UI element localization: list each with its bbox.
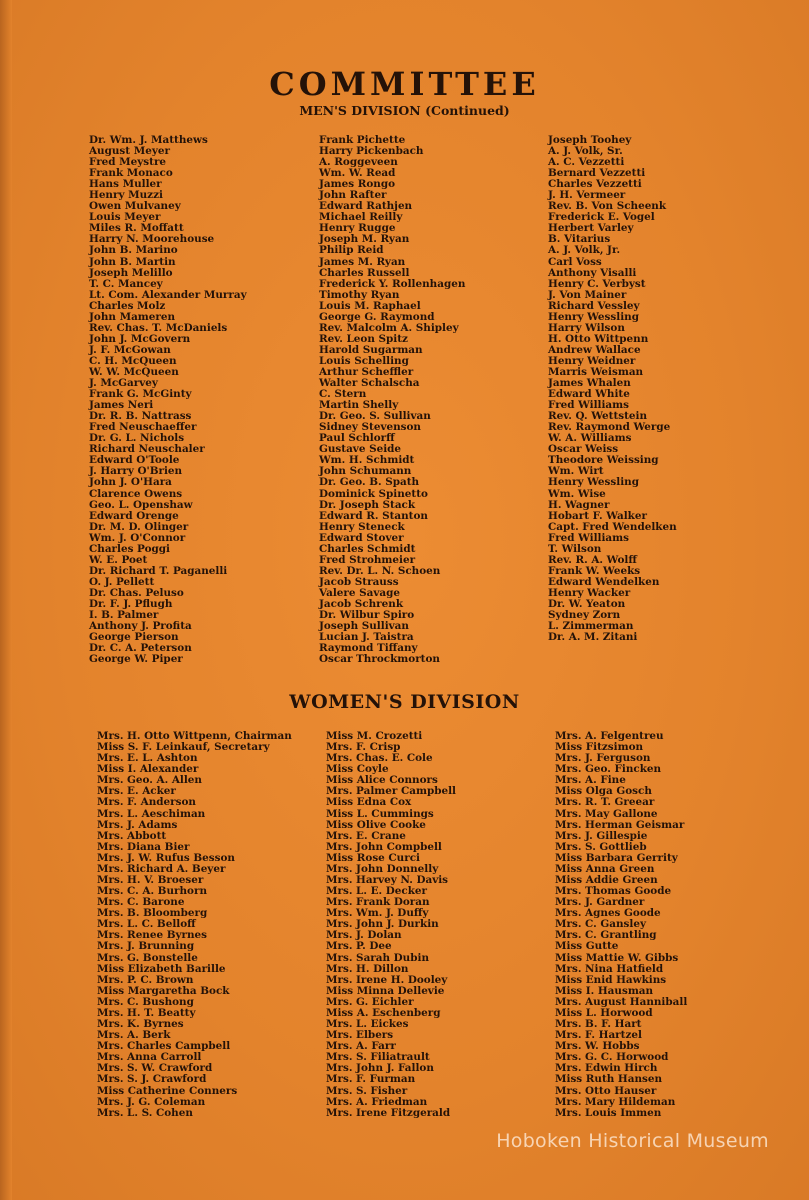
committee-member-name: Frank G. McGinty [89,388,192,401]
committee-member-name: Miss I. Hausman [555,984,654,997]
committee-member-name: Wm. W. Read [319,167,396,180]
committee-member-name: Dr. A. M. Zitani [548,631,638,644]
committee-member-name: Mrs. R. T. Greear [555,796,655,809]
committee-member-name: Wm. Wirt [548,465,604,478]
committee-member-name: John Mameren [89,310,176,323]
committee-member-name: Walter Schalscha [319,377,420,390]
committee-member-name: Mrs. W. Hobbs [555,1040,640,1053]
committee-member-name: Miss Olga Gosch [555,785,652,798]
committee-member-name: Dr. M. D. Olinger [89,520,189,533]
committee-member-name: Mrs. Elbers [326,1029,394,1042]
committee-member-name: Mrs. A. Farr [326,1040,396,1053]
committee-member-name: Miss S. F. Leinkauf, Secretary [97,741,270,754]
committee-member-name: Miss Olive Cooke [326,818,426,831]
committee-member-name: Michael Reilly [319,211,403,224]
committee-member-name: Mrs. E. Acker [97,785,176,798]
committee-member-name: Mrs. F. Hartzel [555,1029,642,1042]
committee-member-name: Charles Russell [319,266,410,279]
committee-member-name: James Rongo [319,178,396,191]
committee-member-name: Mrs. Abbott [97,829,167,842]
committee-member-name: Mrs. August Hanniball [555,995,688,1008]
committee-member-name: Mrs. S. Fisher [326,1084,408,1097]
committee-member-name: Miss Ruth Hansen [555,1073,663,1086]
committee-member-name: Oscar Weiss [548,443,619,456]
committee-member-name: A. J. Volk, Jr. [548,244,621,257]
committee-member-name: Mrs. Harvey N. Davis [326,874,449,887]
committee-member-name: Mrs. H. Otto Wittpenn, Chairman [97,730,292,742]
committee-member-name: Mrs. Irene Fitzgerald [326,1106,451,1119]
committee-member-name: Mrs. Agnes Goode [555,907,661,920]
committee-member-name: Mrs. L. E. Decker [326,885,427,898]
committee-member-name: Mrs. K. Byrnes [97,1018,184,1031]
committee-member-name: Lt. Com. Alexander Murray [89,288,247,301]
committee-member-name: George G. Raymond [319,310,435,323]
committee-member-name: Mrs. Thomas Goode [555,885,672,898]
committee-member-name: Henry Rugge [319,222,396,235]
committee-member-name: A. J. Volk, Sr. [548,145,623,158]
committee-member-name: James Whalen [548,377,631,390]
committee-member-name: Mrs. G. Bonstelle [97,951,198,964]
committee-member-name: Miss Anna Green [555,862,655,875]
committee-member-name: Mrs. Charles Campbell [97,1040,231,1053]
women-column-1 [97,731,292,1119]
committee-member-name: Mrs. C. A. Burhorn [97,885,208,898]
committee-member-name: James Neri [89,399,154,412]
committee-member-name: George Pierson [89,631,179,644]
committee-member-name: Hans Muller [89,178,162,191]
committee-member-name: Carl Voss [548,255,602,268]
committee-member-name: Valere Savage [319,586,400,599]
committee-member-name: Miss L. Cummings [326,807,434,820]
committee-member-name: Mrs. P. Dee [326,940,392,953]
committee-member-name: Mrs. Mary Hildeman [555,1095,676,1108]
committee-member-name: Dr. Chas. Peluso [89,586,184,599]
committee-member-name: Miss Minna Dellevie [326,984,445,997]
committee-member-name: Mrs. J. Gillespie [555,829,648,842]
committee-member-name: Mrs. Sarah Dubin [326,951,430,964]
committee-member-name: Rev. Dr. L. N. Schoen [319,564,441,577]
committee-member-name: Wm. J. O'Connor [89,531,186,544]
committee-member-name: Mrs. J. Ferguson [555,752,651,765]
men-column-1 [89,135,247,665]
committee-member-name: Miss Fitzsimon [555,741,644,754]
committee-member-name: Mrs. Chas. E. Cole [326,752,433,765]
committee-member-name: Richard Neuschaler [89,443,205,456]
committee-member-name: H. Otto Wittpenn [548,332,649,345]
committee-member-name: Arthur Scheffler [319,365,414,378]
committee-member-name: Miss I. Alexander [97,763,199,776]
committee-member-name: C. Stern [319,388,367,401]
committee-member-name: Frank W. Weeks [548,564,641,577]
committee-member-name: Miss Coyle [326,763,389,776]
committee-member-name: Clarence Owens [89,487,183,500]
committee-member-name: Rev. Raymond Werge [548,421,671,434]
committee-member-name: Sydney Zorn [548,609,621,622]
committee-member-name: Fred Williams [548,399,630,412]
committee-member-name: George W. Piper [89,653,183,666]
committee-member-name: Charles Molz [89,299,166,312]
committee-member-name: Mrs. B. Bloomberg [97,907,208,920]
committee-member-name: Louis M. Raphael [319,299,421,312]
committee-member-name: Henry C. Verbyst [548,277,646,290]
committee-member-name: I. B. Palmer [89,609,159,622]
committee-member-name: Charles Poggi [89,542,170,555]
committee-member-name: Mrs. L. Aeschiman [97,807,206,820]
committee-member-name: Mrs. Herman Geismar [555,818,685,831]
committee-member-name: Mrs. John Compbell [326,840,442,853]
committee-member-name: Mrs. G. C. Horwood [555,1051,669,1064]
committee-member-name: Mrs. C. Barone [97,896,185,909]
committee-member-name: Gustave Seide [319,443,402,456]
committee-member-name: Geo. L. Openshaw [89,498,193,511]
committee-member-name: Harold Sugarman [319,343,423,356]
committee-member-name: Capt. Fred Wendelken [548,520,677,533]
committee-member-name: Miss A. Eschenberg [326,1006,441,1019]
committee-member-name: Henry Wessling [548,310,639,323]
committee-member-name: Dr. Richard T. Paganelli [89,564,228,577]
committee-member-name: August Meyer [89,145,170,158]
committee-member-name: Dr. R. B. Nattrass [89,410,192,423]
committee-member-name: C. H. McQueen [89,354,177,367]
committee-member-name: Edward Orenge [89,509,179,522]
committee-member-name: Fred Neuschaeffer [89,421,197,434]
committee-member-name: Rev. Chas. T. McDaniels [89,321,228,334]
committee-member-name: Mrs. P. C. Brown [97,973,194,986]
committee-member-name: Dr. W. Yeaton [548,597,626,610]
committee-member-name: Rev. Leon Spitz [319,332,408,345]
committee-member-name: J. Von Mainer [548,288,627,301]
committee-member-name: Mrs. L. Eickes [326,1018,409,1031]
committee-member-name: Mrs. S. J. Crawford [97,1073,207,1086]
committee-member-name: Frank Pichette [319,134,406,146]
committee-member-name: Edward Wendelken [548,575,660,588]
committee-member-name: Mrs. F. Anderson [97,796,196,809]
committee-member-name: Miss Edna Cox [326,796,412,809]
committee-member-name: Mrs. H. Dillon [326,962,409,975]
committee-member-name: Mrs. Irene H. Dooley [326,973,448,986]
committee-member-name: Mrs. H. T. Beatty [97,1006,196,1019]
committee-member-name: Edward O'Toole [89,454,180,467]
men-division-subtitle: MEN'S DIVISION (Continued) [299,103,510,118]
committee-member-name: John J. O'Hara [89,476,172,489]
committee-member-name: Mrs. Louis Immen [555,1106,662,1119]
committee-member-name: Mrs. C. Bushong [97,995,194,1008]
committee-member-name: Joseph Melillo [89,266,173,279]
committee-member-name: Henry Weidner [548,354,636,367]
committee-member-name: Marris Weisman [548,365,644,378]
committee-member-name: W. A. Williams [548,432,632,445]
committee-member-name: Fred Williams [548,531,630,544]
committee-member-name: Miss Rose Curci [326,851,420,864]
committee-member-name: Mrs. J. Dolan [326,929,402,942]
committee-member-name: James M. Ryan [319,255,406,268]
committee-member-name: Joseph Toohey [548,134,632,146]
committee-member-name: Miss Enid Hawkins [555,973,667,986]
women-division-title: WOMEN'S DIVISION [289,691,520,713]
committee-member-name: Miss Elizabeth Barille [97,962,226,975]
committee-member-name: L. Zimmerman [548,620,634,633]
committee-member-name: Louis Schelling [319,354,409,367]
committee-member-name: Mrs. John J. Fallon [326,1062,434,1075]
committee-member-name: J. Harry O'Brien [89,465,183,478]
committee-member-name: Mrs. Geo. A. Allen [97,774,202,787]
committee-member-name: Wm. H. Schmidt [319,454,415,467]
committee-member-name: Mrs. John Donnelly [326,862,439,875]
committee-member-name: H. Wagner [548,498,610,511]
committee-member-name: Philip Reid [319,244,384,257]
committee-member-name: Mrs. S. Gottlieb [555,840,647,853]
committee-member-name: John Schumann [319,465,412,478]
committee-member-name: Mrs. A. Berk [97,1029,171,1042]
committee-member-name: Fred Meystre [89,156,167,169]
committee-member-name: Jacob Strauss [319,575,399,588]
committee-member-name: Charles Vezzetti [548,178,642,191]
committee-member-name: Harry N. Moorehouse [89,233,215,246]
committee-member-name: Oscar Throckmorton [319,653,440,666]
committee-member-name: Miss Mattie W. Gibbs [555,951,679,964]
committee-member-name: Miles R. Moffatt [89,222,184,235]
committee-member-name: O. J. Pellett [89,575,155,588]
women-column-2 [326,731,456,1119]
committee-member-name: Rev. Malcolm A. Shipley [319,321,459,334]
committee-member-name: Anthony Visalli [548,266,637,279]
men-column-2 [319,135,465,665]
committee-member-name: Mrs. Anna Carroll [97,1051,202,1064]
committee-member-name: Timothy Ryan [319,288,400,301]
committee-member-name: Mrs. G. Eichler [326,995,414,1008]
committee-member-name: Wm. Wise [548,487,606,500]
committee-member-name: Bernard Vezzetti [548,167,646,180]
committee-member-name: Mrs. Richard A. Beyer [97,862,226,875]
committee-member-name: Edward Rathjen [319,200,413,213]
committee-member-name: Mrs. Geo. Fincken [555,763,662,776]
committee-member-name: Dr. Joseph Stack [319,498,416,511]
committee-member-name: Charles Schmidt [319,542,416,555]
committee-member-name: Theodore Weissing [548,454,659,467]
committee-member-name: Miss Margaretha Bock [97,984,230,997]
committee-member-name: A. Roggeveen [319,156,398,169]
committee-member-name: Mrs. E. L. Ashton [97,752,198,765]
committee-member-name: Edward White [548,388,630,401]
committee-member-name: Mrs. F. Furman [326,1073,416,1086]
committee-member-name: Mrs. A. Fine [555,774,626,787]
committee-member-name: John B. Marino [89,244,178,257]
committee-member-name: Miss Gutte [555,940,619,953]
committee-member-name: W. W. McQueen [89,365,179,378]
committee-member-name: Mrs. E. Crane [326,829,406,842]
women-column-3 [555,731,687,1119]
committee-member-name: Richard Vessley [548,299,640,312]
committee-member-name: Mrs. Frank Doran [326,896,430,909]
committee-member-name: Hobart F. Walker [548,509,647,522]
committee-member-name: Mrs. Palmer Campbell [326,785,457,798]
committee-member-name: Fred Strohmeier [319,553,416,566]
committee-member-name: Raymond Tiffany [319,642,418,655]
committee-member-name: Dr. Wilbur Spiro [319,609,415,622]
committee-member-name: Andrew Wallace [548,343,641,356]
committee-member-name: Owen Mulvaney [89,200,181,213]
committee-member-name: Mrs. A. Felgentreu [555,730,664,742]
committee-member-name: Paul Schlorff [319,432,395,445]
committee-member-name: Herbert Varley [548,222,634,235]
committee-member-name: J. F. McGowan [89,343,171,356]
committee-member-name: Mrs. May Gallone [555,807,658,820]
committee-member-name: Rev. B. Von Scheenk [548,200,667,213]
committee-member-name: Joseph Sullivan [319,620,409,633]
committee-member-name: Mrs. John J. Durkin [326,918,439,931]
page-title: COMMITTEE [269,65,540,103]
men-column-3 [548,135,677,643]
committee-member-name: Jacob Schrenk [319,597,404,610]
committee-member-name: Mrs. C. Grantling [555,929,657,942]
committee-member-name: John Rafter [319,189,387,202]
committee-member-name: Dr. Geo. B. Spath [319,476,420,489]
committee-member-name: Mrs. J. Brunning [97,940,195,953]
committee-member-name: Rev. Q. Wettstein [548,410,648,423]
committee-member-name: Miss M. Crozetti [326,730,423,742]
committee-member-name: Lucian J. Taistra [319,631,414,644]
committee-member-name: Henry Steneck [319,520,405,533]
committee-member-name: Miss Barbara Gerrity [555,851,678,864]
committee-member-name: Miss Catherine Conners [97,1084,238,1097]
committee-member-name: Mrs. J. Gardner [555,896,645,909]
committee-member-name: Dr. Geo. S. Sullivan [319,410,431,423]
committee-member-name: Dominick Spinetto [319,487,428,500]
committee-member-name: Anthony J. Profita [89,620,192,633]
committee-member-name: Mrs. B. F. Hart [555,1018,642,1031]
committee-member-name: Frank Monaco [89,167,173,180]
committee-member-name: Miss Addie Green [555,874,658,887]
committee-member-name: Mrs. Otto Hauser [555,1084,657,1097]
committee-member-name: Miss L. Horwood [555,1006,653,1019]
committee-member-name: Mrs. C. Gansley [555,918,646,931]
committee-member-name: Edward R. Stanton [319,509,428,522]
page-binding-edge [0,0,12,1200]
committee-member-name: John B. Martin [89,255,176,268]
committee-member-name: Mrs. H. V. Broeser [97,874,204,887]
committee-member-name: Mrs. J. W. Rufus Besson [97,851,235,864]
committee-member-name: A. C. Vezzetti [548,156,625,169]
committee-member-name: Dr. G. L. Nichols [89,432,185,445]
committee-member-name: Sidney Stevenson [319,421,421,434]
committee-member-name: Mrs. Nina Hatfield [555,962,664,975]
committee-member-name: Frederick Y. Rollenhagen [319,277,466,290]
committee-member-name: Dr. C. A. Peterson [89,642,192,655]
committee-member-name: Henry Wessling [548,476,639,489]
committee-member-name: Miss Alice Connors [326,774,438,787]
committee-member-name: Mrs. Diana Bier [97,840,190,853]
committee-member-name: Mrs. S. W. Crawford [97,1062,213,1075]
committee-member-name: Mrs. L. C. Belloff [97,918,196,931]
committee-member-name: W. E. Poet [89,553,148,566]
committee-member-name: Mrs. F. Crisp [326,741,401,754]
committee-member-name: Mrs. Edwin Hirch [555,1062,658,1075]
committee-member-name: Mrs. S. Filiatrault [326,1051,430,1064]
committee-member-name: Frederick E. Vogel [548,211,655,224]
committee-member-name: Mrs. Wm. J. Duffy [326,907,429,920]
committee-member-name: B. Vitarius [548,233,611,246]
committee-member-name: Edward Stover [319,531,404,544]
committee-member-name: Mrs. A. Friedman [326,1095,428,1108]
committee-member-name: Dr. Wm. J. Matthews [89,134,208,146]
committee-member-name: Martin Shelly [319,399,399,412]
committee-member-name: Joseph M. Ryan [319,233,410,246]
committee-member-name: Mrs. Renee Byrnes [97,929,208,942]
committee-member-name: T. C. Mancey [89,277,163,290]
committee-member-name: Louis Meyer [89,211,161,224]
committee-member-name: Rev. R. A. Wolff [548,553,637,566]
committee-member-name: Henry Muzzi [89,189,163,202]
committee-member-name: Mrs. J. Adams [97,818,178,831]
museum-watermark: Hoboken Historical Museum [496,1130,769,1152]
committee-member-name: J. McGarvey [89,377,158,390]
committee-member-name: J. H. Vermeer [548,189,626,202]
committee-member-name: Dr. F. J. Pflugh [89,597,173,610]
committee-member-name: Harry Pickenbach [319,145,424,158]
committee-member-name: John J. McGovern [89,332,191,345]
committee-member-name: Mrs. J. G. Coleman [97,1095,206,1108]
committee-member-name: Henry Wacker [548,586,631,599]
committee-member-name: Harry Wilson [548,321,625,334]
committee-member-name: Mrs. L. S. Cohen [97,1106,193,1119]
committee-member-name: T. Wilson [548,542,602,555]
